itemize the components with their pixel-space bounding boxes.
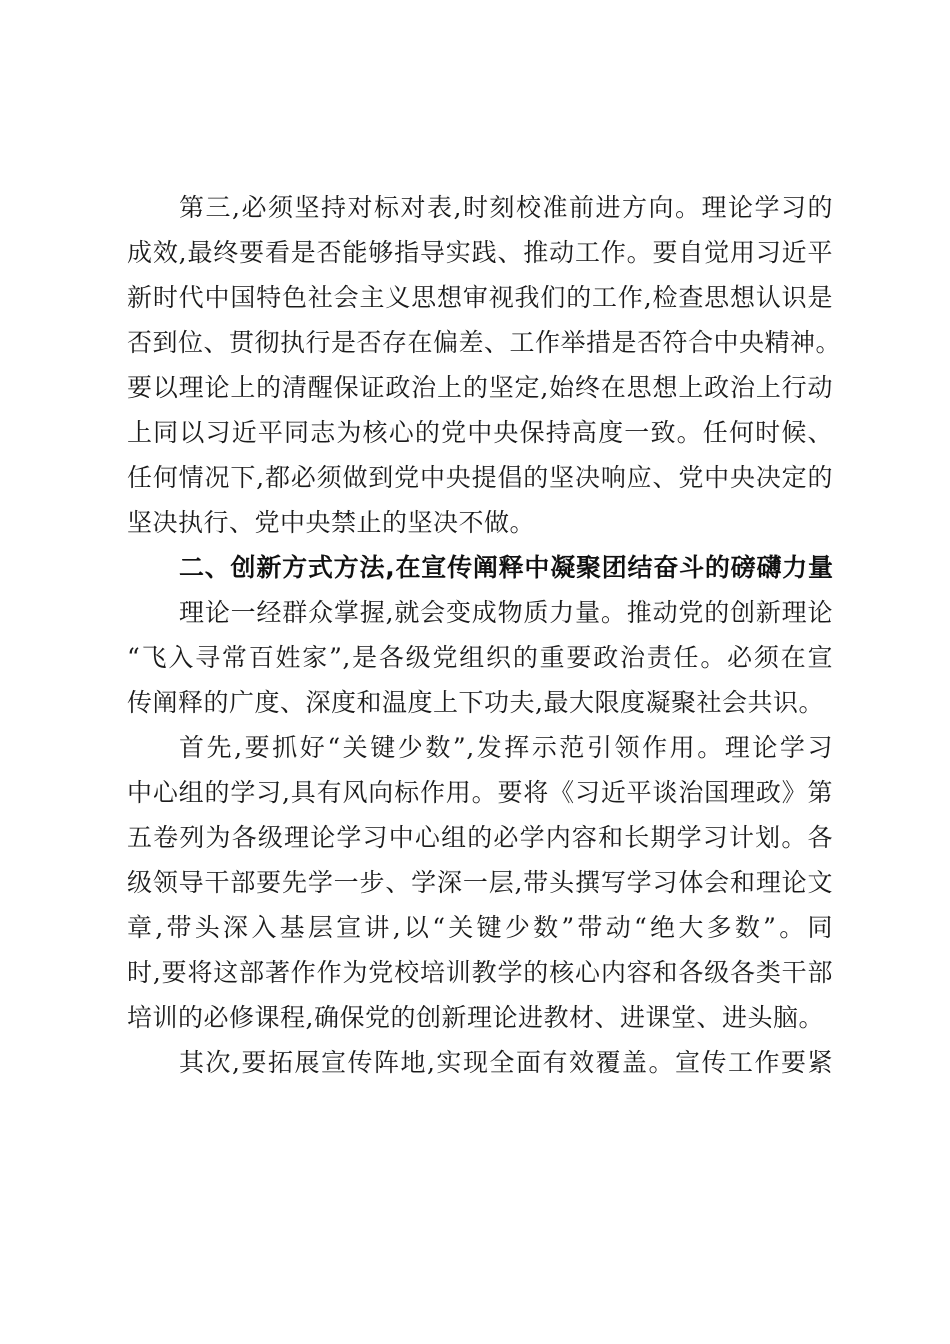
text-line: 成效,最终要看是否能够指导实践、推动工作。要自觉用习近平 bbox=[127, 238, 833, 267]
paragraph-intro bbox=[127, 590, 833, 725]
text-line: 章,带头深入基层宣讲,以“关键少数”带动“绝大多数”。同 bbox=[127, 913, 833, 942]
text-line: 中心组的学习,具有风向标作用。要将《习近平谈治国理政》第 bbox=[127, 778, 833, 807]
text-line: 否到位、贯彻执行是否存在偏差、工作举措是否符合中央精神。 bbox=[127, 328, 842, 357]
section-heading bbox=[127, 545, 833, 590]
paragraph-second-point bbox=[127, 1040, 833, 1085]
text-line: 时,要将这部著作作为党校培训教学的核心内容和各级各类干部 bbox=[127, 958, 833, 987]
text-line: 上同以习近平同志为核心的党中央保持高度一致。任何时候、 bbox=[127, 418, 833, 447]
text-line: 第三,必须坚持对标对表,时刻校准前进方向。理论学习的 bbox=[179, 193, 833, 222]
paragraph-third-point bbox=[127, 185, 842, 545]
text-line: 任何情况下,都必须做到党中央提倡的坚决响应、党中央决定的 bbox=[127, 463, 833, 492]
document-body bbox=[127, 185, 842, 1085]
text-line: “飞入寻常百姓家”,是各级党组织的重要政治责任。必须在宣 bbox=[127, 643, 833, 672]
text-line: 五卷列为各级理论学习中心组的必学内容和长期学习计划。各 bbox=[127, 823, 833, 852]
text-line: 其次,要拓展宣传阵地,实现全面有效覆盖。宣传工作要紧 bbox=[179, 1048, 833, 1077]
text-line: 理论一经群众掌握,就会变成物质力量。推动党的创新理论 bbox=[179, 598, 833, 627]
text-line: 级领导干部要先学一步、学深一层,带头撰写学习体会和理论文 bbox=[127, 868, 833, 897]
text-line: 传阐释的广度、深度和温度上下功夫,最大限度凝聚社会共识。 bbox=[127, 688, 824, 717]
text-line: 坚决执行、党中央禁止的坚决不做。 bbox=[127, 508, 536, 537]
heading-text: 二、创新方式方法,在宣传阐释中凝聚团结奋斗的磅礴力量 bbox=[179, 553, 833, 582]
text-line: 新时代中国特色社会主义思想审视我们的工作,检查思想认识是 bbox=[127, 283, 833, 312]
text-line: 培训的必修课程,确保党的创新理论进教材、进课堂、进头脑。 bbox=[127, 1003, 824, 1032]
text-line: 要以理论上的清醒保证政治上的坚定,始终在思想上政治上行动 bbox=[127, 373, 833, 402]
text-line: 首先,要抓好“关键少数”,发挥示范引领作用。理论学习 bbox=[179, 733, 833, 762]
paragraph-first-point bbox=[127, 725, 833, 1040]
